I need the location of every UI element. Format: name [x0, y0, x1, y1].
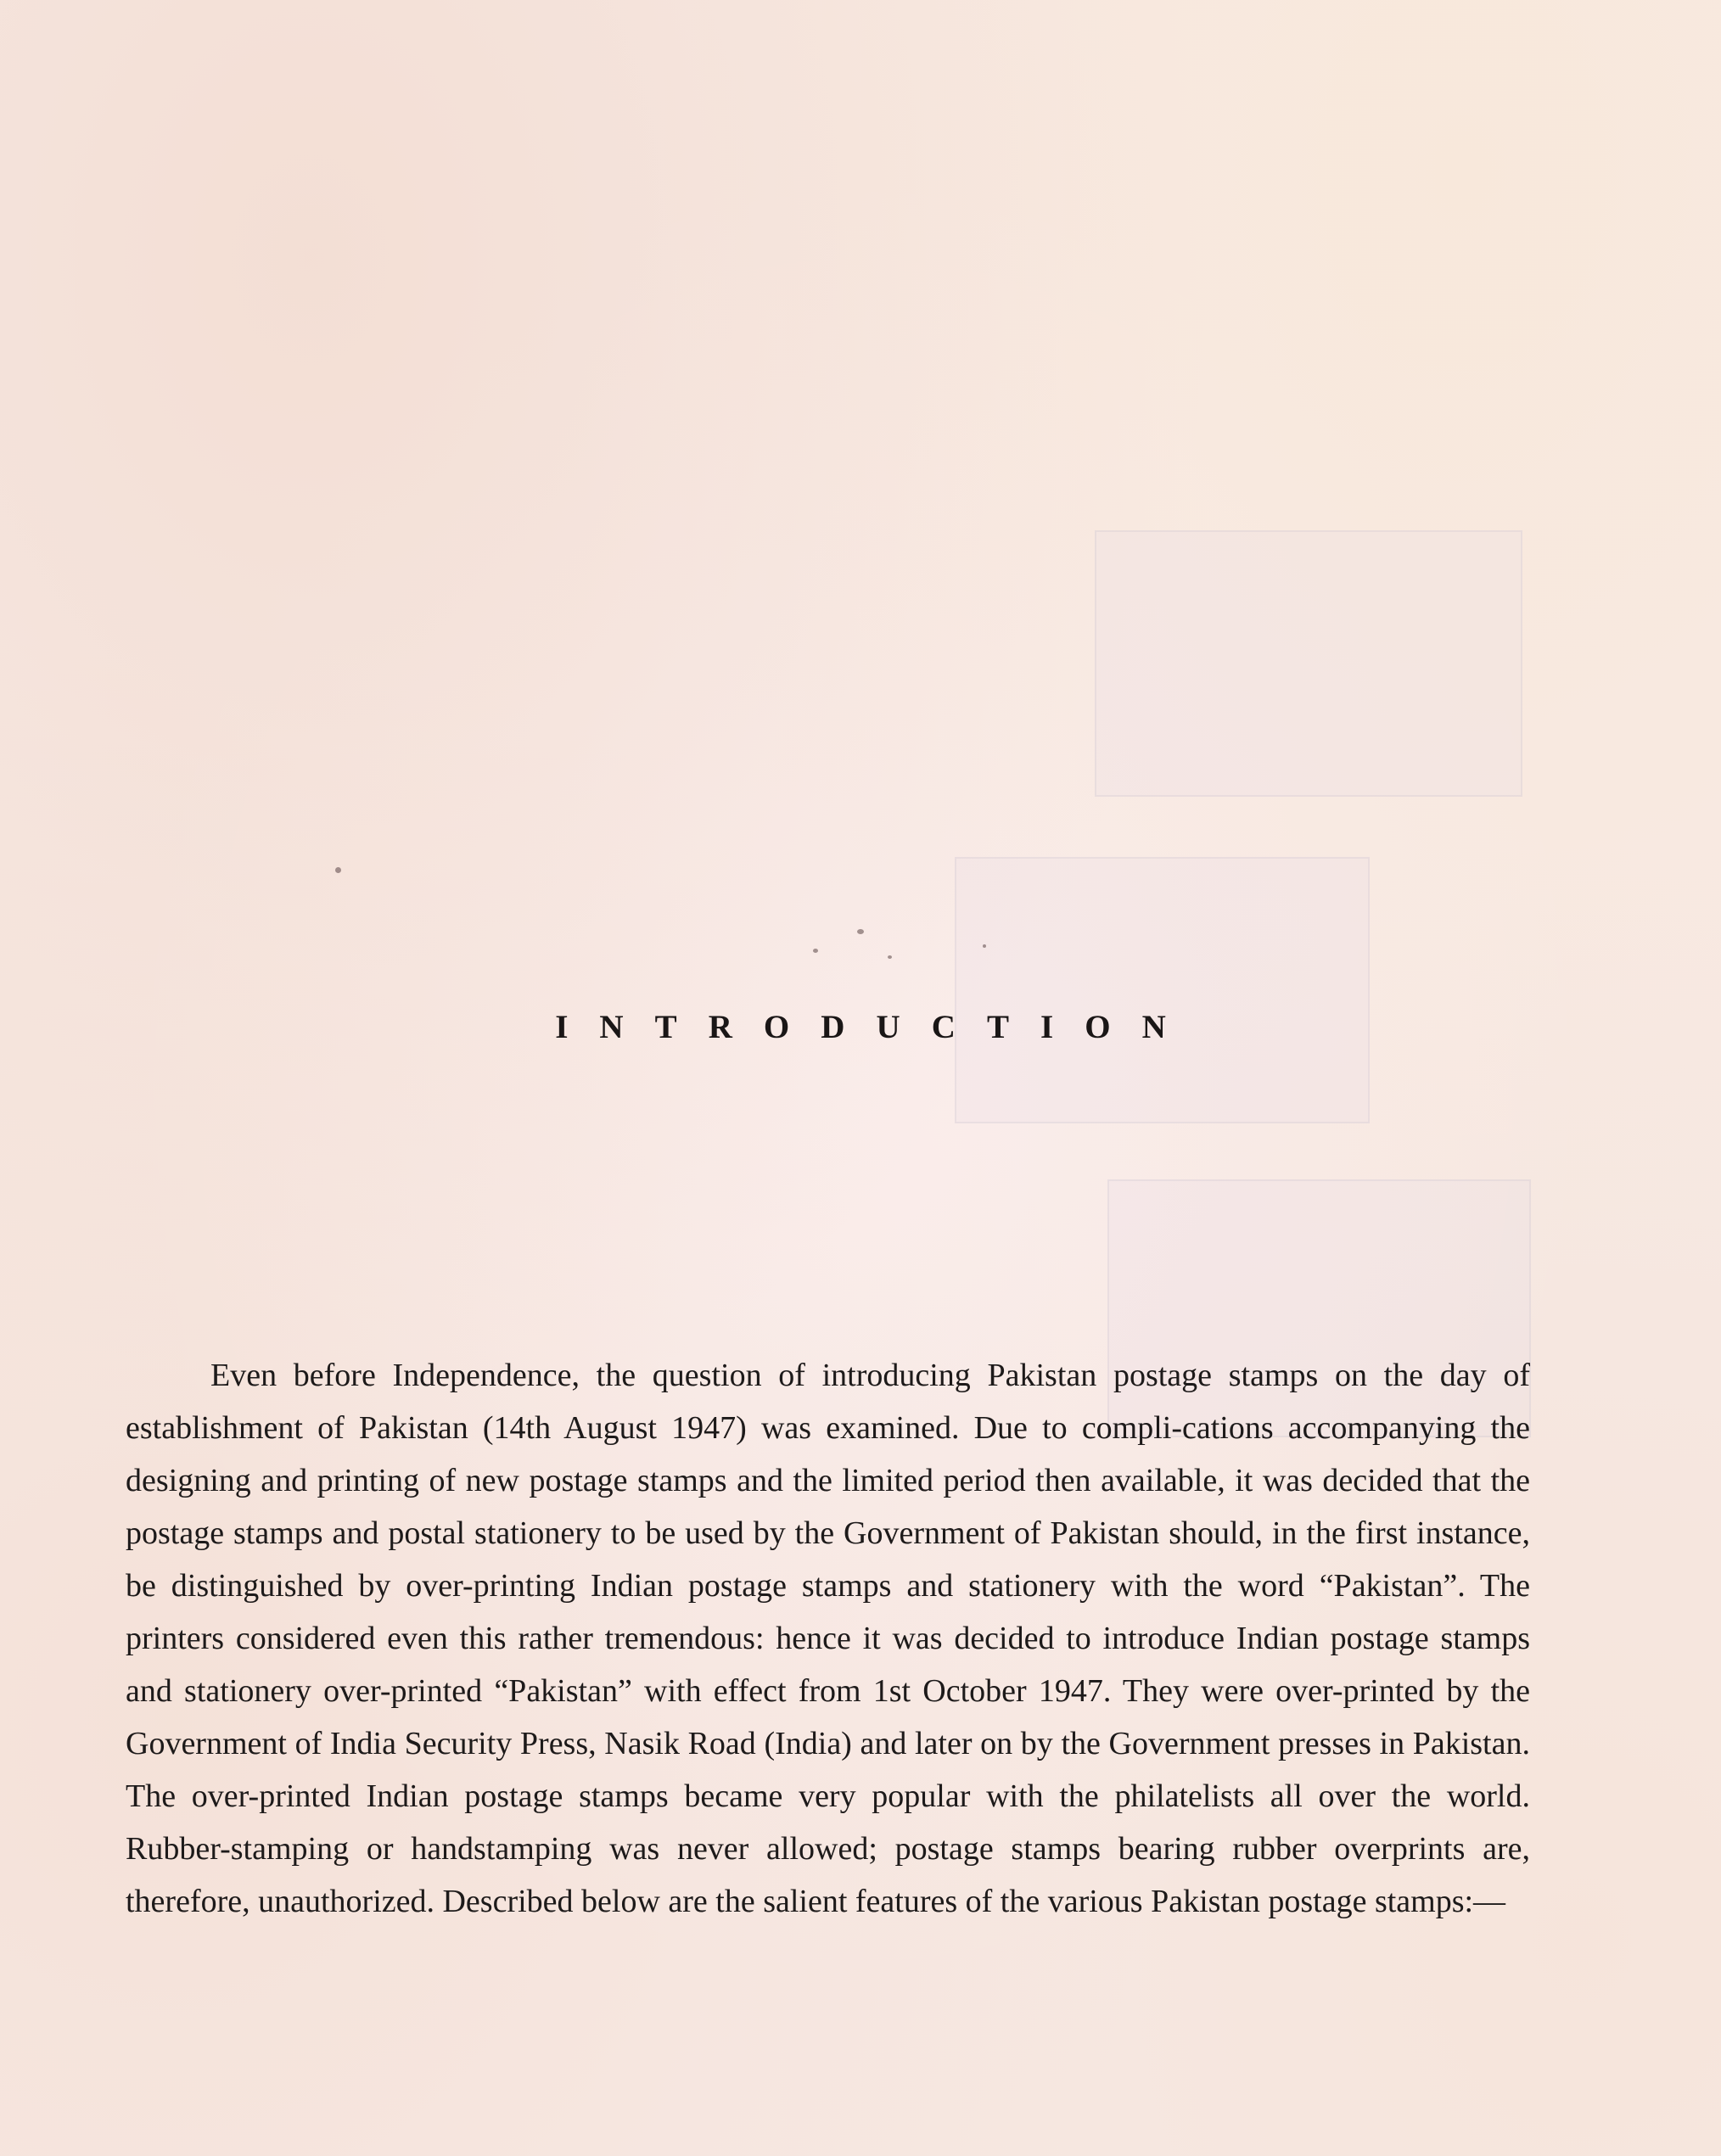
- page-title: INTRODUCTION: [555, 1009, 1197, 1045]
- ink-speck: [335, 867, 341, 873]
- ink-speck: [888, 955, 892, 959]
- show-through-block: [1095, 530, 1522, 797]
- ink-speck: [857, 929, 864, 934]
- show-through-block: [955, 857, 1370, 1123]
- body-paragraph: Even before Independence, the question of introducing Pakistan postage stamps on the day of establishment of Pakistan (14th August 1947) was examined. Due to compli-cations accompanying the designing and printing of new postage stamps and the limited period then available, it was decided that the postage stamps and postal stationery to be used by the Government of Pakistan should, in the first instance, be distinguished by over-printing Indian postage stamps and stationery with the word “Pakistan”. The printers considered even this rather tremendous: hence it was decided to introduce Indian postage stamps and stationery over-printed “Pakistan” with effect from 1st October 1947. They were over-printed by the Government of India Security Press, Nasik Road (India) and later on by the Government presses in Pakistan. The over-printed Indian postage stamps became very popular with the philatelists all over the world. Rubber-stamping or handstamping was never allowed; postage stamps bearing rubber overprints are, therefore, unauthorized. Described below are the salient features of the various Pakistan postage stamps:—: [126, 1358, 1530, 1919]
- ink-speck: [983, 944, 986, 948]
- ink-speck: [813, 949, 818, 953]
